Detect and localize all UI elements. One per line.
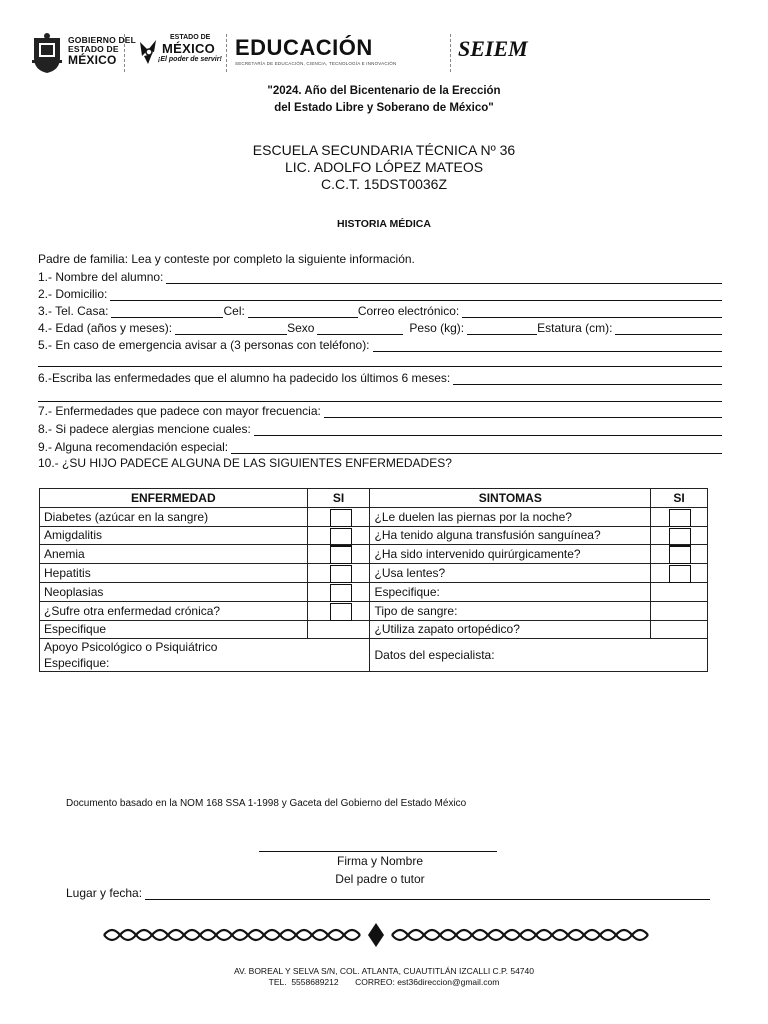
psych-specify-label: Especifique: <box>44 656 110 671</box>
symptom-label: ¿Ha tenido alguna transfusión sanguínea? <box>370 526 651 545</box>
student-name-row: 1.- Nombre del alumno: <box>38 268 722 284</box>
table-header-row <box>40 489 708 508</box>
symptom-label: Tipo de sangre: <box>370 601 651 620</box>
chronic-disease-checkbox[interactable] <box>330 603 352 621</box>
table-row <box>40 526 708 545</box>
letterhead <box>30 30 740 76</box>
disease-si-cell <box>307 564 370 583</box>
school-name: ESCUELA SECUNDARIA TÉCNICA Nº 36 <box>252 142 516 158</box>
emergency-contact-field[interactable] <box>373 341 722 352</box>
symptom-label: ¿Utiliza zapato ortopédico? <box>370 620 651 639</box>
footer-phone: 5558689212 <box>291 977 339 987</box>
disease-label: Diabetes (azúcar en la sangre) <box>40 507 308 526</box>
glasses-checkbox[interactable] <box>669 565 691 583</box>
footer-email: est36direccion@gmail.com <box>397 977 500 987</box>
estado-de-mexico-logo-text: ESTADO DE MÉXICO ¡El poder de servir! <box>158 34 222 63</box>
table-row <box>40 582 708 601</box>
disease-label: Anemia <box>40 545 308 564</box>
allergies-field[interactable] <box>254 425 722 436</box>
table-row <box>40 601 708 620</box>
disease-si-cell <box>307 601 370 620</box>
transfusion-checkbox[interactable] <box>669 528 691 546</box>
leg-pain-checkbox[interactable] <box>669 509 691 527</box>
symptom-si-cell[interactable] <box>651 601 708 620</box>
symptom-si-cell <box>651 526 708 545</box>
frequent-illnesses-field[interactable] <box>324 407 722 418</box>
footer-contact <box>0 966 768 988</box>
age-field[interactable] <box>175 324 287 335</box>
diseases-symptoms-table <box>39 488 708 672</box>
disease-si-cell <box>307 507 370 526</box>
table-row <box>40 620 708 639</box>
school-honoree: LIC. ADOLFO LÓPEZ MATEOS <box>284 159 484 175</box>
disease-si-cell <box>307 526 370 545</box>
specialist-label: Datos del especialista: <box>374 648 495 663</box>
place-date-row <box>66 886 710 900</box>
diseases-question: 10.- ¿SU HIJO PADECE ALGUNA DE LAS SIGUIENTES ENFERMEDADES? <box>38 456 452 470</box>
recommendation-field[interactable] <box>231 443 722 454</box>
psych-support-cell[interactable] <box>40 639 370 672</box>
header-divider <box>124 34 125 72</box>
disease-label: Neoplasias <box>40 582 308 601</box>
emergency-contact-extra-line[interactable] <box>38 366 722 367</box>
place-date-field[interactable] <box>145 889 710 900</box>
disease-label: Especifique <box>40 620 308 639</box>
symptom-si-cell[interactable] <box>651 582 708 601</box>
disease-si-cell[interactable] <box>307 620 370 639</box>
frequent-illnesses-row: 7.- Enfermedades que padece con mayor frecuencia: <box>38 402 722 418</box>
educacion-subtitle: SECRETARÍA DE EDUCACIÓN, CIENCIA, TECNOLOGÍA E INNOVACIÓN <box>235 61 397 66</box>
allergies-row: 8.- Si padece alergias mencione cuales: <box>38 420 722 436</box>
header-enfermedad: ENFERMEDAD <box>40 489 308 508</box>
height-field[interactable] <box>615 324 722 335</box>
header-divider <box>226 34 227 72</box>
address-row: 2.- Domicilio: <box>38 285 722 301</box>
symptom-label: ¿Le duelen las piernas por la noche? <box>370 507 651 526</box>
student-name-field[interactable] <box>166 273 722 284</box>
table-row <box>40 545 708 564</box>
symptom-si-cell <box>651 564 708 583</box>
surgery-checkbox[interactable] <box>669 546 691 564</box>
recent-illnesses-field[interactable] <box>453 374 722 385</box>
document-title: HISTORIA MÉDICA <box>337 218 431 230</box>
footer-phone-email: TEL. 5558689212 CORREO: est36direccion@gmail.com <box>268 977 500 987</box>
symptom-label: Especifique: <box>370 582 651 601</box>
cell-phone-field[interactable] <box>248 307 358 318</box>
form-instructions: Padre de familia: Lea y conteste por completo la siguiente información. <box>38 252 415 266</box>
age-row: 4.- Edad (años y meses): Sexo Peso (kg): Estatura (cm): <box>38 319 722 335</box>
amigdalitis-checkbox[interactable] <box>330 528 352 546</box>
address-field[interactable] <box>110 290 722 301</box>
neoplasias-checkbox[interactable] <box>330 584 352 602</box>
signature-caption: Firma y Nombre Del padre o tutor <box>335 854 425 886</box>
symptom-label: ¿Ha sido intervenido quirúrgicamente? <box>370 545 651 564</box>
table-row <box>40 564 708 583</box>
table-row <box>40 639 708 672</box>
psych-support-label: Apoyo Psicológico o Psiquiátrico <box>44 640 218 655</box>
header-sintomas: SINTOMAS <box>370 489 651 508</box>
school-heading <box>0 142 768 193</box>
email-field[interactable] <box>462 307 722 318</box>
sex-field[interactable] <box>317 324 403 335</box>
footer-address: AV. BOREAL Y SELVA S/N, COL. ATLANTA, CUAUTITLÁN IZCALLI C.P. 54740 <box>234 966 534 976</box>
header-divider <box>450 34 451 72</box>
diabetes-checkbox[interactable] <box>330 509 352 527</box>
school-cct: C.C.T. 15DST0036Z <box>320 176 448 192</box>
symptom-si-cell <box>651 507 708 526</box>
disease-si-cell <box>307 582 370 601</box>
nom-reference-note: Documento basado en la NOM 168 SSA 1-1998 y Gaceta del Gobierno del Estado México <box>66 798 467 809</box>
header-si: SI <box>651 489 708 508</box>
educacion-logo: EDUCACIÓN <box>235 35 373 60</box>
header-si: SI <box>307 489 370 508</box>
year-motto: "2024. Año del Bicentenario de la Erección del Estado Libre y Soberano de México" <box>267 85 501 114</box>
table-row <box>40 507 708 526</box>
phone-row: 3.- Tel. Casa: Cel: Correo electrónico: <box>38 302 722 318</box>
specialist-data-cell[interactable] <box>370 639 708 672</box>
state-coat-of-arms-icon <box>30 32 64 74</box>
disease-label: Amigdalitis <box>40 526 308 545</box>
symptom-label: ¿Usa lentes? <box>370 564 651 583</box>
disease-si-cell <box>307 545 370 564</box>
disease-label: ¿Sufre otra enfermedad crónica? <box>40 601 308 620</box>
home-phone-field[interactable] <box>111 307 223 318</box>
recommendation-row: 9.- Alguna recomendación especial: <box>38 438 722 454</box>
emergency-contact-row: 5.- En caso de emergencia avisar a (3 personas con teléfono): <box>38 336 722 352</box>
recent-illnesses-row: 6.-Escriba las enfermedades que el alumno ha padecido los últimos 6 meses: <box>38 369 722 385</box>
disease-label: Hepatitis <box>40 564 308 583</box>
symptom-si-cell[interactable] <box>651 620 708 639</box>
weight-field[interactable] <box>467 324 537 335</box>
decorative-border-icon <box>100 922 652 948</box>
state-government-logo-text: GOBIERNO DEL ESTADO DE MÉXICO <box>68 35 137 67</box>
symptom-si-cell <box>651 545 708 564</box>
hepatitis-checkbox[interactable] <box>330 565 352 583</box>
seiem-logo: SEIEM <box>458 36 528 61</box>
anemia-checkbox[interactable] <box>330 546 352 564</box>
place-date-label: Lugar y fecha: <box>66 886 143 900</box>
